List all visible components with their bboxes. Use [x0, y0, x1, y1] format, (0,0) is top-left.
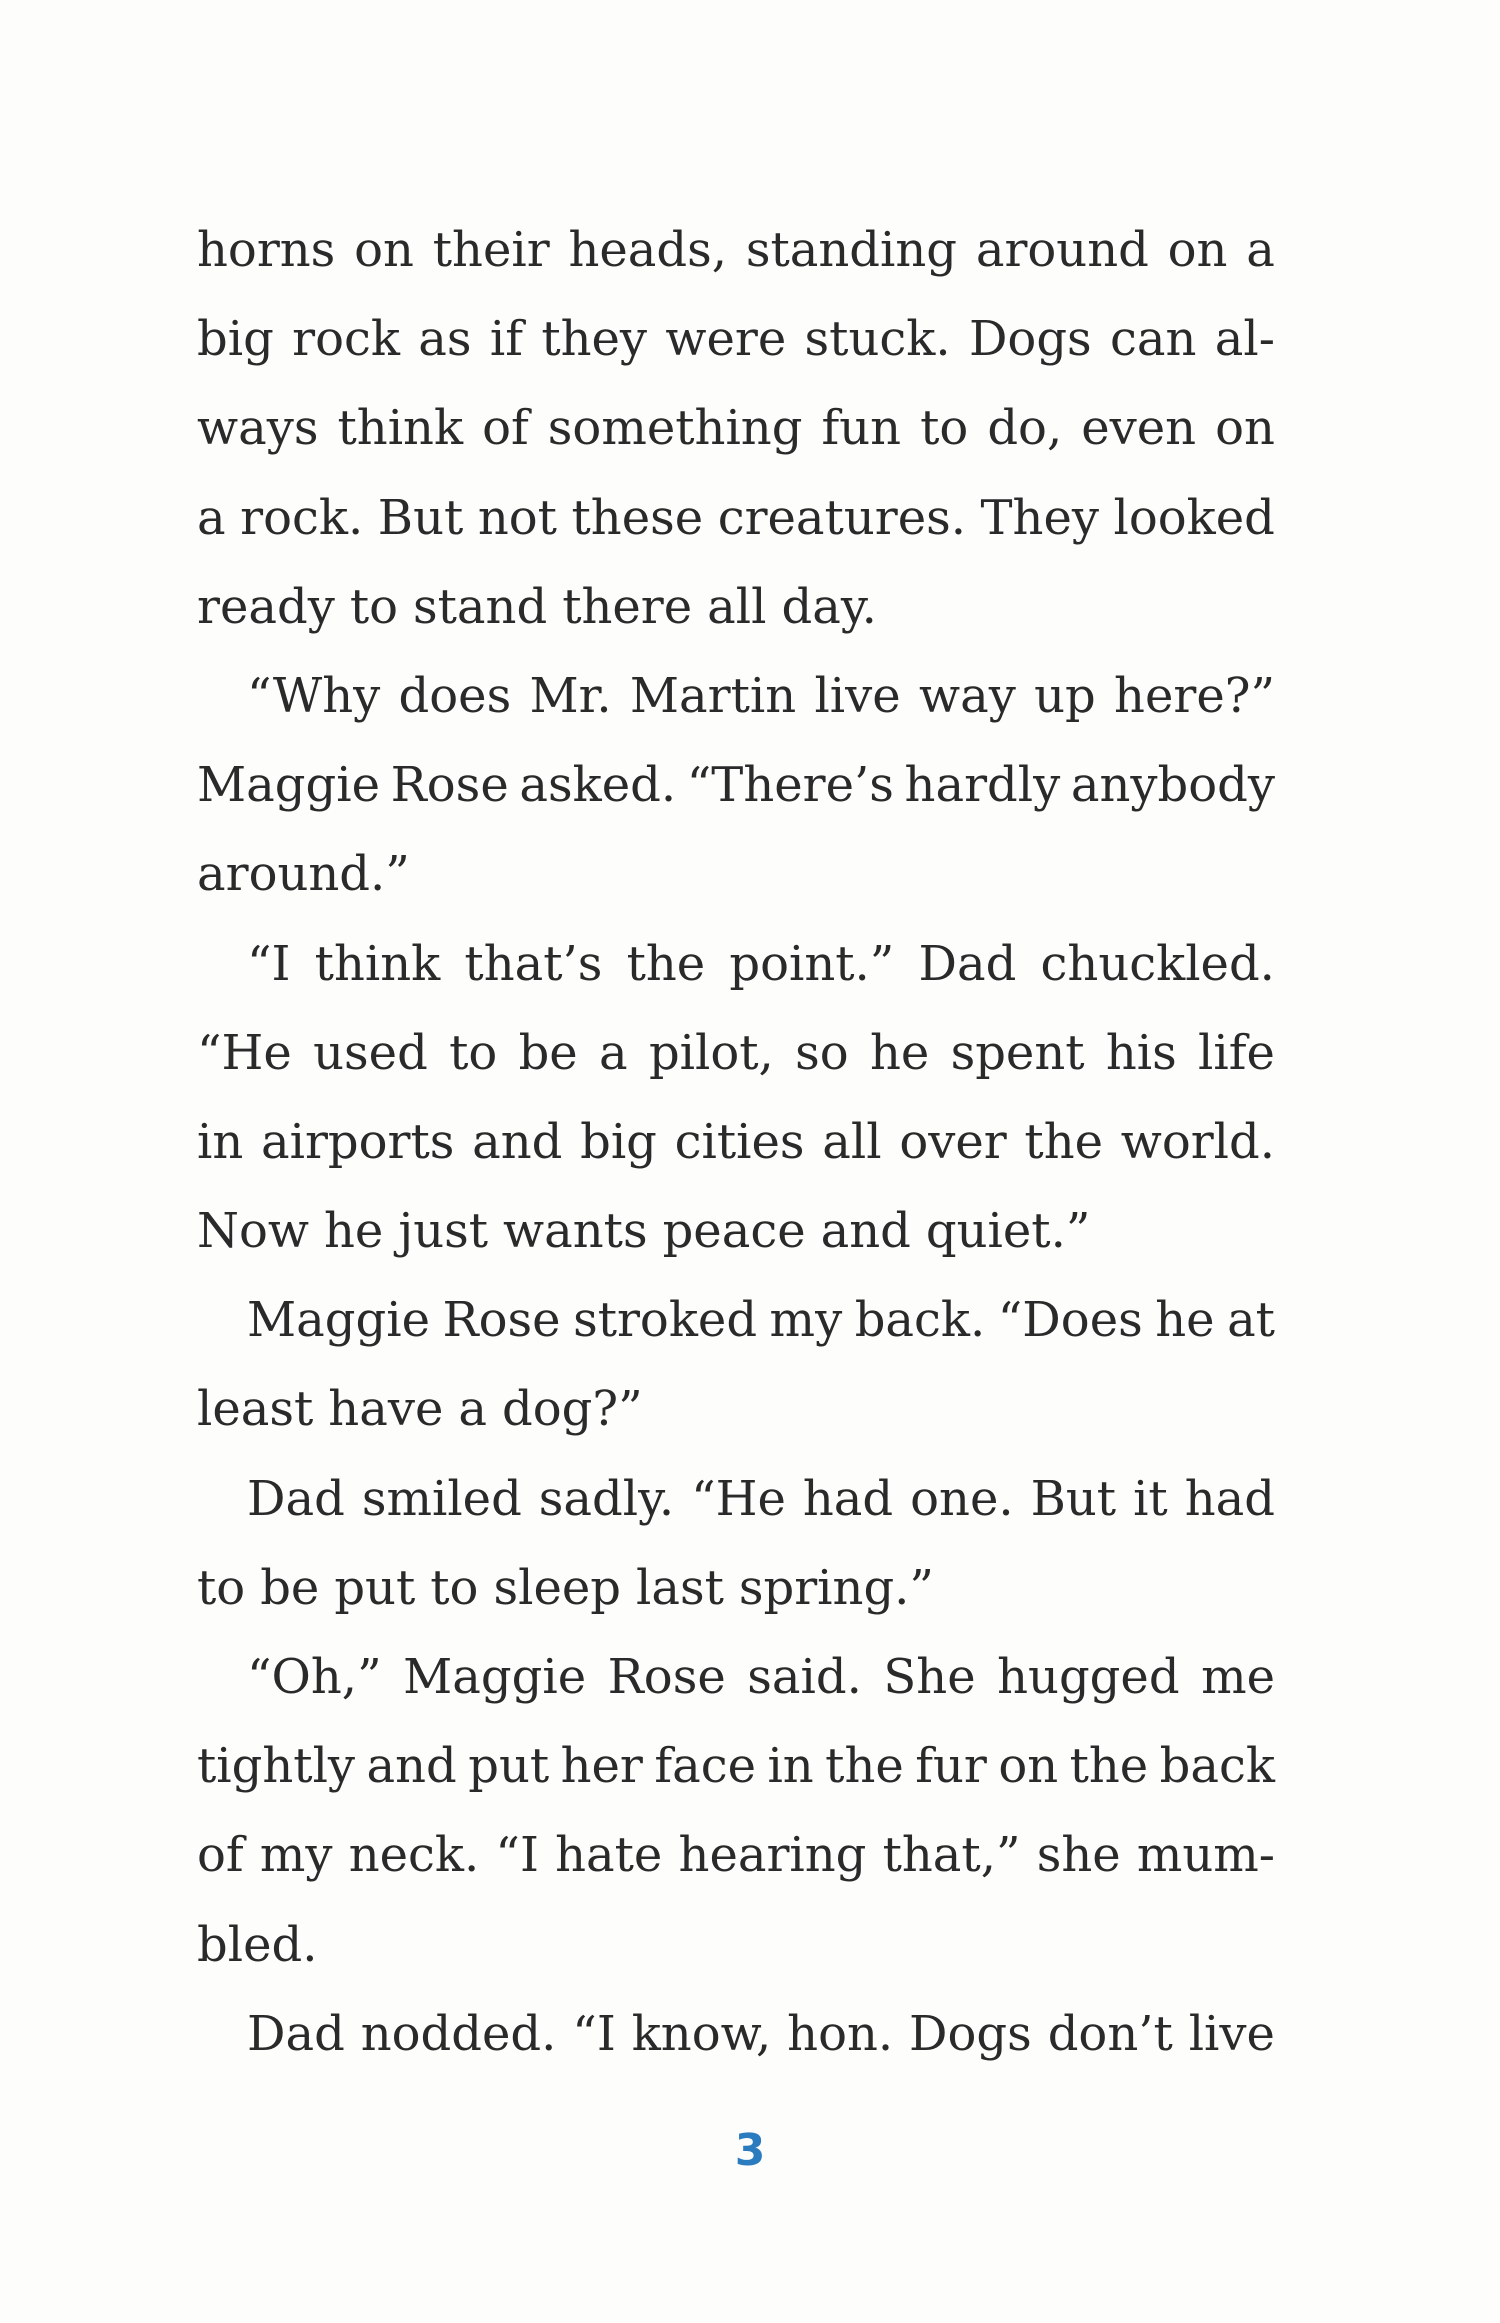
text-line: Maggie Rose asked. “There’s hardly anybody [197, 757, 1275, 814]
body-text [197, 218, 1275, 2091]
text-line: least have a dog?” [197, 1381, 643, 1438]
text-line: horns on their heads, standing around on a [197, 222, 1275, 278]
text-line: bled. [197, 1916, 318, 1973]
text-line: Now he just wants peace and quiet.” [197, 1203, 1091, 1260]
text-line: around.” [197, 846, 410, 903]
text-line: “Why does Mr. Martin live way up here?” [247, 667, 1275, 724]
text-line: ways think of something fun to do, even on [197, 400, 1275, 457]
text-line: Dad smiled sadly. “He had one. But it had [247, 1470, 1275, 1527]
text-line: tightly and put her face in the fur on the back [197, 1738, 1275, 1795]
text-line: Maggie Rose stroked my back. “Does he at [247, 1292, 1275, 1349]
text-line: to be put to sleep last spring.” [197, 1559, 934, 1616]
page-number: 3 [734, 2125, 766, 2176]
text-line: a rock. But not these creatures. They looked [197, 489, 1275, 546]
text-line: in airports and big cities all over the world. [197, 1113, 1275, 1170]
text-line: “He used to be a pilot, so he spent his life [197, 1024, 1275, 1081]
text-line: ready to stand there all day. [197, 578, 877, 635]
text-line: of my neck. “I hate hearing that,” she mum- [197, 1827, 1275, 1884]
text-line: big rock as if they were stuck. Dogs can al- [197, 311, 1275, 368]
text-line: Dad nodded. “I know, hon. Dogs don’t live [247, 2005, 1275, 2062]
text-line: “I think that’s the point.” Dad chuckled. [247, 935, 1275, 992]
text-line: “Oh,” Maggie Rose said. She hugged me [247, 1649, 1275, 1705]
